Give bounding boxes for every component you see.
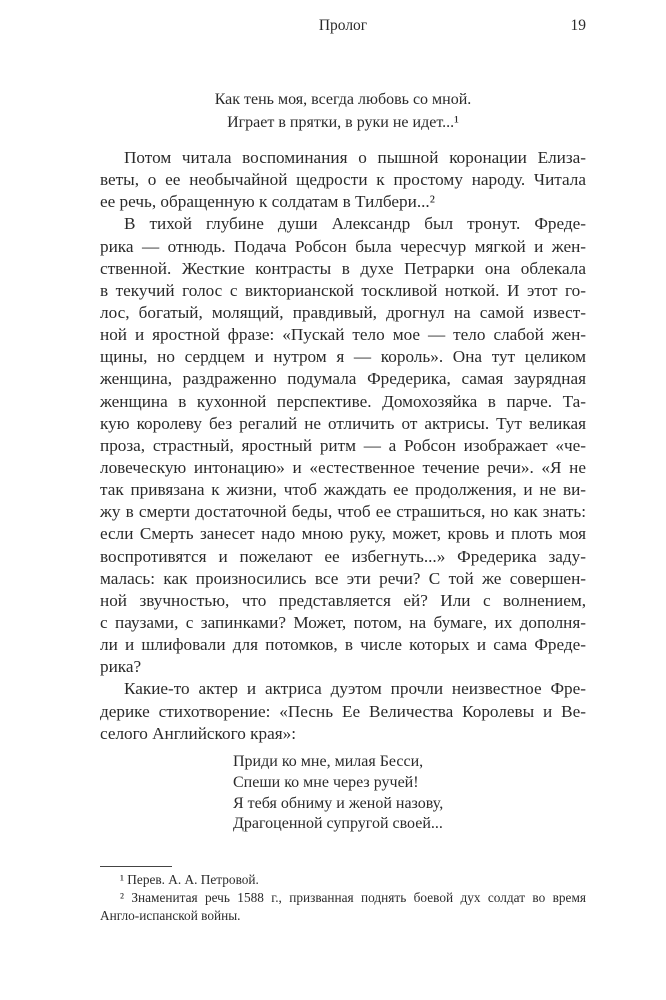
body-line: лос, богатый, молящий, правдивый, дрогнул на самой извест-: [100, 302, 586, 322]
epigraph: [100, 88, 586, 134]
body-line: рика — отнюдь. Подача Робсон была чересчур мягкой и жен-: [100, 236, 586, 256]
body-line: селого Английского края»:: [100, 723, 296, 743]
body-text: [100, 147, 586, 745]
body-line: В тихой глубине души Александр был тронут. Фреде-: [124, 214, 586, 234]
body-line: Какие-то актер и актриса дуэтом прочли неизвестное Фре-: [124, 679, 586, 699]
body-line: женщина в кухонной перспективе. Домохозяйка в парче. Та-: [100, 391, 586, 411]
body-line: ли и шлифовали для потомков, в числе которых и сама Фреде-: [100, 635, 586, 655]
epigraph-line: Как тень моя, всегда любовь со мной.: [214, 91, 472, 108]
body-line: с паузами, с запинками? Может, потом, на бумаге, их дополня-: [100, 612, 586, 632]
body-line: женщина, раздраженно подумала Фредерика, самая заурядная: [100, 369, 586, 389]
body-line: ее речь, обращенную к солдатам в Тилбери...²: [100, 192, 435, 212]
body-line: рика?: [100, 657, 142, 677]
poem-line: Спеши ко мне через ручей!: [233, 773, 419, 791]
body-line: Потом читала воспоминания о пышной коронации Елиза-: [124, 148, 586, 167]
page-number: 19: [570, 17, 586, 34]
body-line: дерике стихотворение: «Песнь Ее Величества Королевы и Ве-: [100, 701, 586, 721]
body-line: щины, но сердцем и нутром я — король». Она тут целиком: [100, 347, 586, 367]
poem: [233, 752, 443, 835]
body-line: жу в смерти достаточной беды, чтоб ее страшиться, но как знать:: [100, 502, 586, 522]
poem-line: Приди ко мне, милая Бесси,: [233, 753, 424, 770]
body-line: ной звучностью, что представляется ей? Или с волнением,: [100, 590, 586, 610]
body-line: в текучий голос с викторианской тоскливой ноткой. И этот го-: [100, 280, 586, 300]
body-line: воспротивятся и пожелают ее избегнуть...» Фредерика заду-: [100, 546, 586, 566]
poem-line: Драгоценной супругой своей...: [233, 815, 443, 833]
running-title: Пролог: [318, 17, 368, 34]
body-line: ственной. Жесткие контрасты в духе Петрарки она облекала: [100, 258, 586, 278]
body-line: кую королеву без регалий не отличить от актрисы. Тут великая: [100, 413, 586, 433]
body-line: ной и яростной фразе: «Пускай тело мое — тело слабой жен-: [100, 325, 586, 345]
body-line: проза, страстный, яростный ритм — а Робсон изображает «че-: [100, 435, 586, 455]
body-line: веты, о ее необычайной щедрости к простому народу. Читала: [100, 170, 586, 190]
footnotes: [100, 871, 586, 925]
footnote-separator: [100, 866, 172, 867]
running-head: [100, 17, 586, 39]
body-line: малась: как произносились все эти речи? С той же совершен-: [100, 568, 586, 588]
epigraph-line: Играет в прятки, в руки не идет...¹: [227, 114, 459, 131]
body-line: ловеческую интонацию» и «естественное течение речи». «Я не: [100, 457, 586, 477]
footnote-line: ² Знаменитая речь 1588 г., призванная поднять боевой дух солдат во время: [120, 890, 586, 905]
body-line: так привязана к жизни, чтоб жаждать ее продолжения, и не ви-: [100, 480, 586, 500]
poem-line: Я тебя обниму и женой назову,: [233, 794, 444, 812]
footnote-line: ¹ Перев. А. А. Петровой.: [120, 872, 259, 887]
body-line: если Смерть занесет надо мною руку, может, кровь и плоть моя: [100, 524, 586, 544]
footnote-line: Англо-испанской войны.: [100, 908, 241, 923]
